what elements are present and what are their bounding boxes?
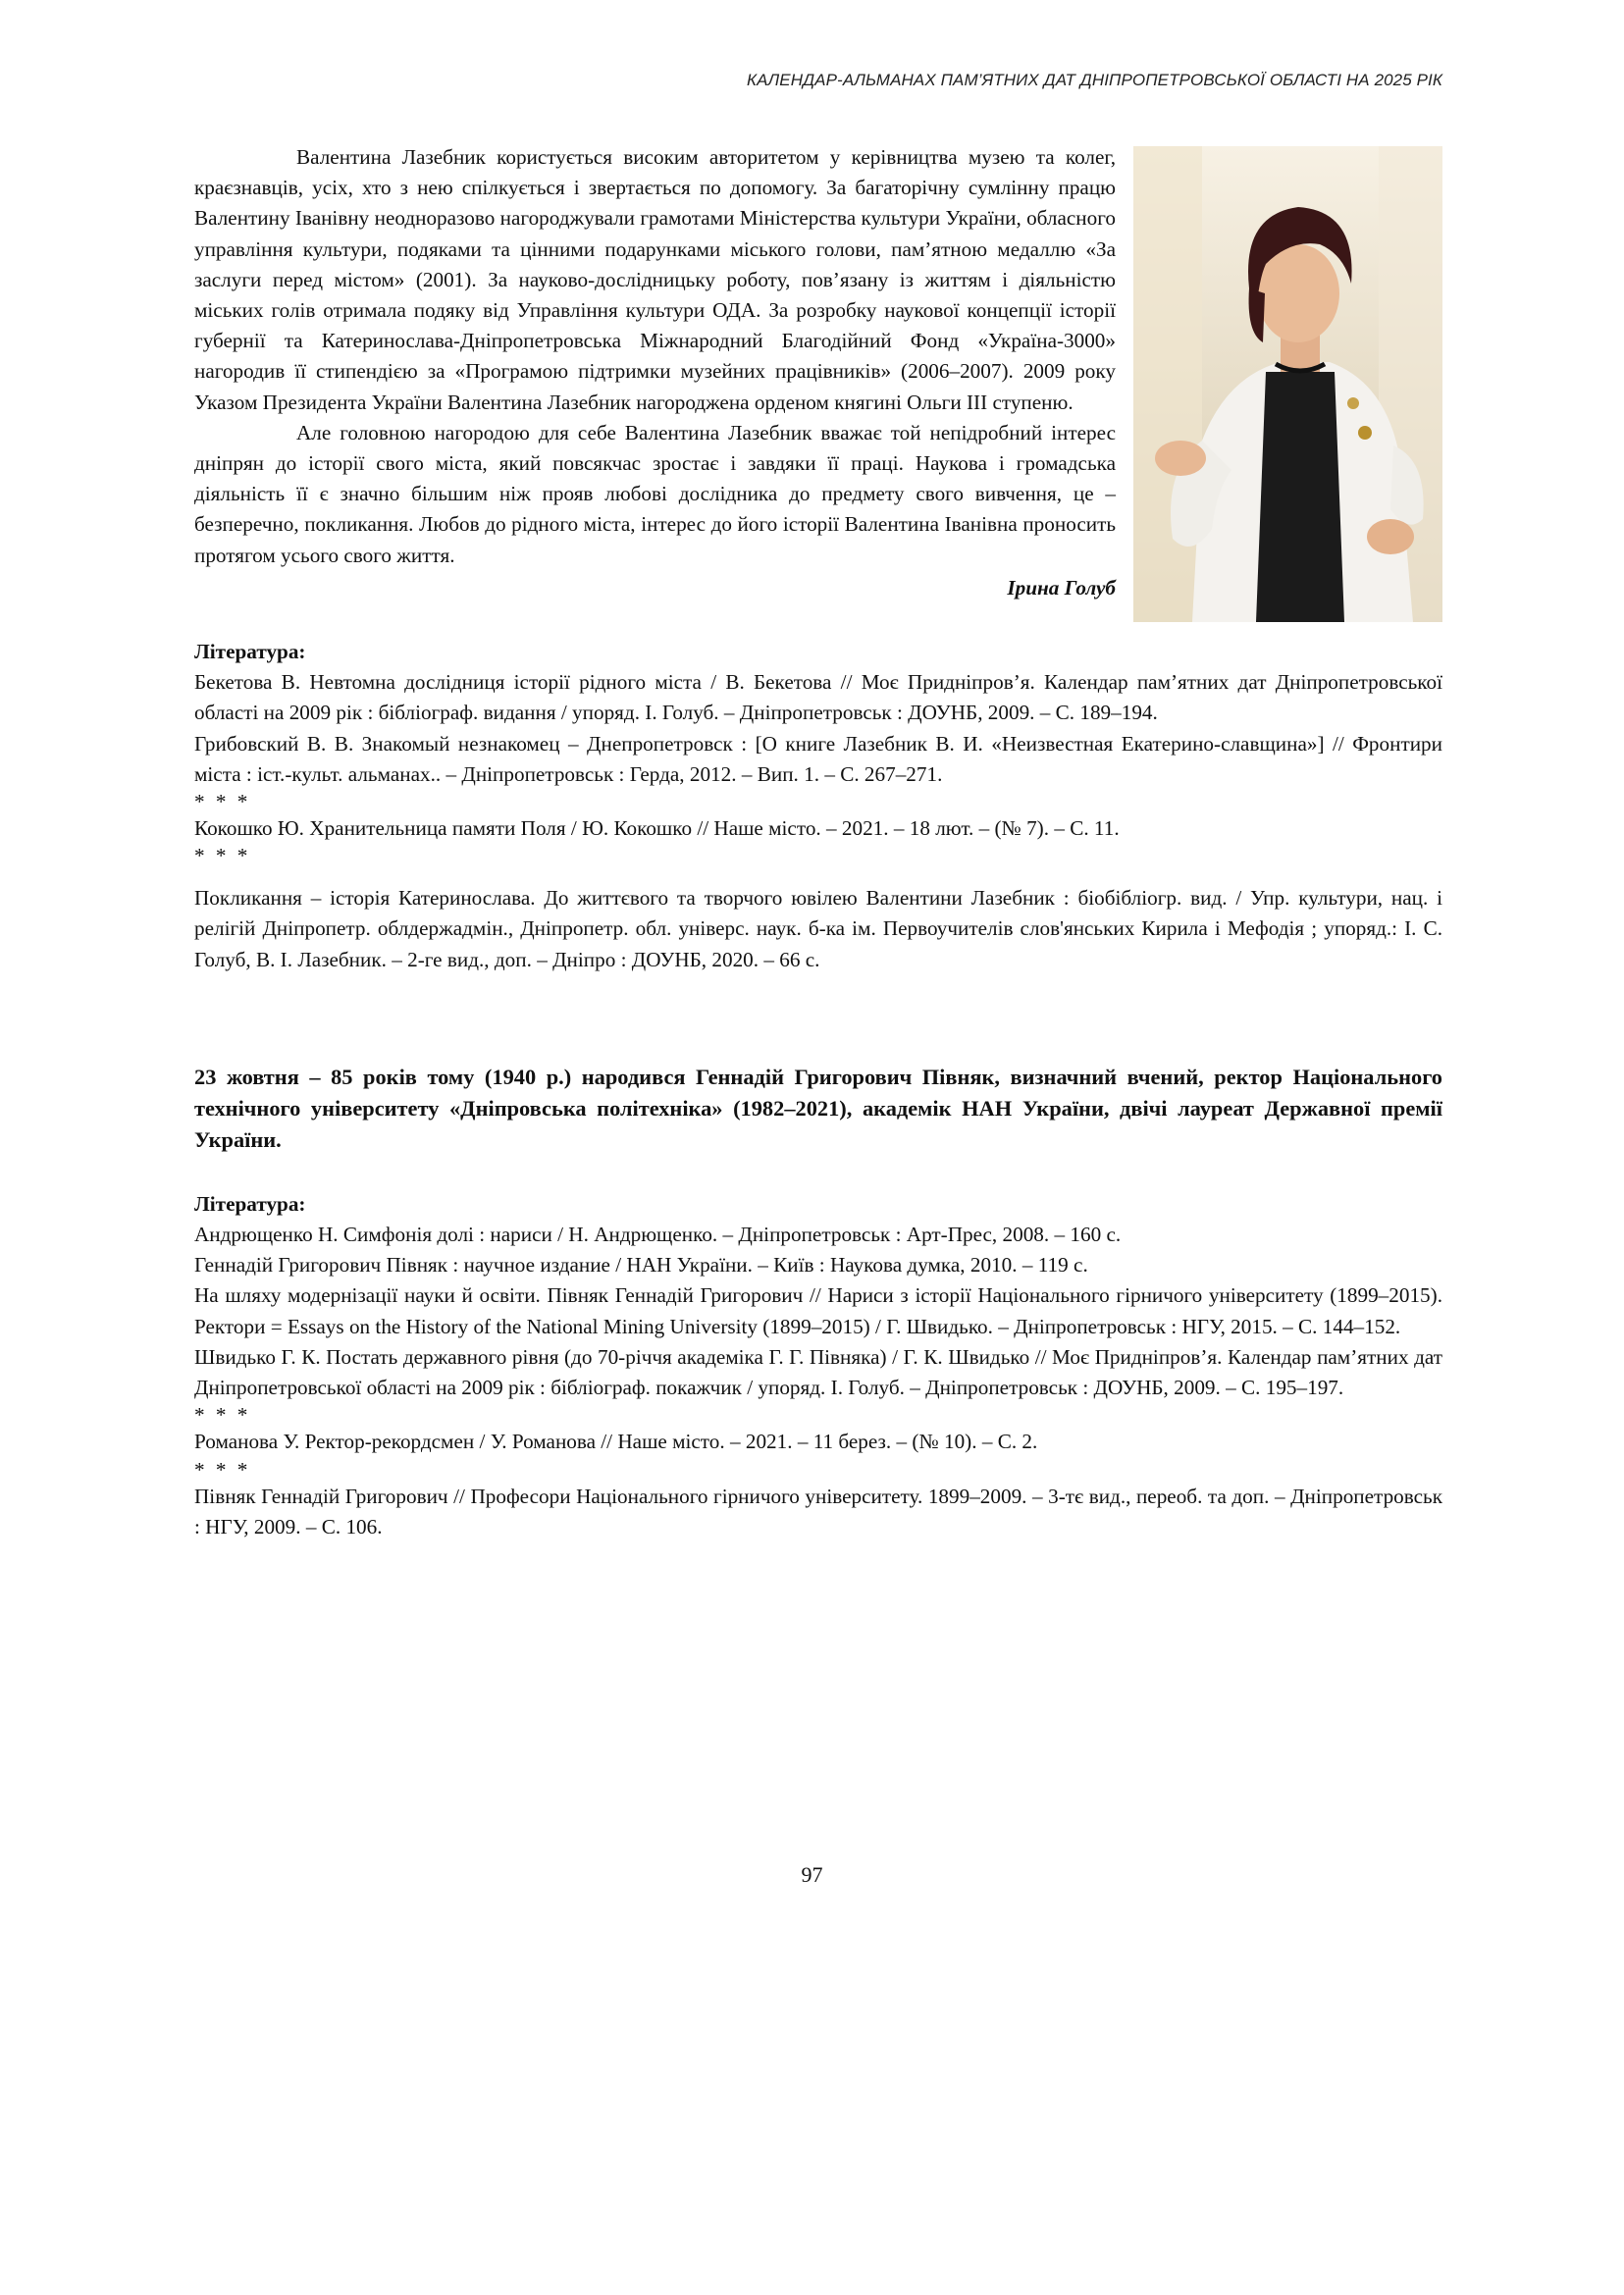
portrait-illustration <box>1133 146 1442 622</box>
running-header: КАЛЕНДАР-АЛЬМАНАХ ПАМ’ЯТНИХ ДАТ ДНІПРОПЕТРОВСЬКОЇ ОБЛАСТІ НА 2025 РІК <box>746 71 1442 89</box>
literature-ref: Бекетова В. Невтомна дослідниця історії рідного міста / В. Бекетова // Моє Придніпров’я. Календар пам’ятних дат Дніпропетровської області на 2009 рік : бібліограф. видання / упоряд. І. Голуб. – Дніпропетровськ : ДОУНБ, 2009. – С. 189–194. <box>194 670 1442 725</box>
literature-ref: Покликання – історія Катеринослава. До життєвого та творчого ювілею Валентини Лазебник : біобібліогр. вид. / Упр. культури, нац. і релігій Дніпропетр. облдержадмін., Дніпропетр. обл. універс. наук. б-ка ім. Первоучителів слов'янських Кирила і Мефодія ; упоряд.: І. С. Голуб, В. І. Лазебник. – 2-ге вид., доп. – Дніпро : ДОУНБ, 2020. – 66 с. <box>194 886 1442 971</box>
literature-ref: На шляху модернізації науки й освіти. Півняк Геннадій Григорович // Нариси з історії Національного гірничого університету (1899–2015). Ректори = Essays on the History of the National Mining University (1899–2015) / Г. Швидько. – Дніпропетровськ : НГУ, 2015. – С. 144–152. <box>194 1283 1442 1338</box>
article-paragraph-1: Валентина Лазебник користується високим авторитетом у керівництва музею та колег, краєзнавців, усіх, хто з нею спілкується і звертається по допомогу. За багаторічну сумлінну працю Валентину Іванівну неодноразово нагороджували грамотами Міністерства культури України, обласного управління культури, подяками та цінними подарунками міського голови, пам’ятною медаллю «За заслуги перед містом» (2001). За науково-дослідницьку роботу, пов’язану із життям і діяльністю міських голів отримала подяку від Управління культури ОДА. За розробку наукової концепції історії губернії та Катеринослава-Дніпропетровська Міжнародний Благодійний Фонд «Україна-3000» нагородив її стипендією за «Програмою підтримки музейних працівників» (2006–2007). 2009 року Указом Президента України Валентина Лазебник нагороджена орденом княгині Ольги III ступеню. <box>194 145 1116 414</box>
literature-heading: Література: <box>194 1191 306 1216</box>
page-number: 97 <box>801 1862 823 1887</box>
event-announcement: 23 жовтня – 85 років тому (1940 р.) народився Геннадій Григорович Півняк, визначний вчений, ректор Національного технічного університету «Дніпровська політехніка» (1982–2021), академік НАН України, двічі лауреат Державної премії України. <box>194 1064 1442 1152</box>
literature-ref: Грибовский В. В. Знакомый незнакомец – Днепропетровск : [О книге Лазебник В. И. «Неизвестная Екатерино-славщина»] // Фронтири міста : іст.-культ. альманах.. – Дніпропетровськ : Герда, 2012. – Вип. 1. – С. 267–271. <box>194 731 1442 786</box>
literature-heading: Література: <box>194 640 306 664</box>
separator-stars: * * * <box>194 790 251 814</box>
article-signature: Ірина Голуб <box>1007 575 1116 600</box>
literature-ref: Кокошко Ю. Хранительница памяти Поля / Ю. Кокошко // Наше місто. – 2021. – 18 лют. – (№ 7). – С. 11. <box>194 816 1120 841</box>
separator-stars: * * * <box>194 1457 251 1482</box>
separator-stars: * * * <box>194 844 251 868</box>
page-content <box>194 142 1442 1542</box>
separator-stars: * * * <box>194 1403 251 1428</box>
literature-ref: Геннадій Григорович Півняк : научное издание / НАН України. – Київ : Наукова думка, 2010. – 119 с. <box>194 1253 1088 1278</box>
literature-ref: Півняк Геннадій Григорович // Професори Національного гірничого університету. 1899–2009. – 3-тє вид., переоб. та доп. – Дніпропетровськ : НГУ, 2009. – С. 106. <box>194 1484 1442 1539</box>
portrait-photo <box>1133 146 1442 622</box>
literature-ref: Швидько Г. К. Постать державного рівня (до 70-річчя академіка Г. Г. Півняка) / Г. К. Швидько // Моє Придніпров’я. Календар пам’ятних дат Дніпропетровської області на 2009 рік : бібліограф. покажчик / упоряд. І. Голуб. – Дніпропетровськ : ДОУНБ, 2009. – С. 195–197. <box>194 1344 1442 1400</box>
article-paragraph-2: Але головною нагородою для себе Валентина Лазебник вважає той непідробний інтерес дніпрян до історії свого міста, який повсякчас зростає і завдяки її праці. Наукова і громадська діяльність її є значно більшим ніж прояв любові дослідника до предмету свого вивчення, це – безперечно, покликання. Любов до рідного міста, інтерес до його історії Валентина Іванівна проносить протягом усього свого життя. <box>194 420 1116 567</box>
literature-ref: Андрющенко Н. Симфонія долі : нариси / Н. Андрющенко. – Дніпропетровськ : Арт-Прес, 2008. – 160 с. <box>194 1223 1122 1247</box>
literature-ref: Романова У. Ректор-рекордсмен / У. Романова // Наше місто. – 2021. – 11 берез. – (№ 10). – С. 2. <box>194 1430 1038 1454</box>
